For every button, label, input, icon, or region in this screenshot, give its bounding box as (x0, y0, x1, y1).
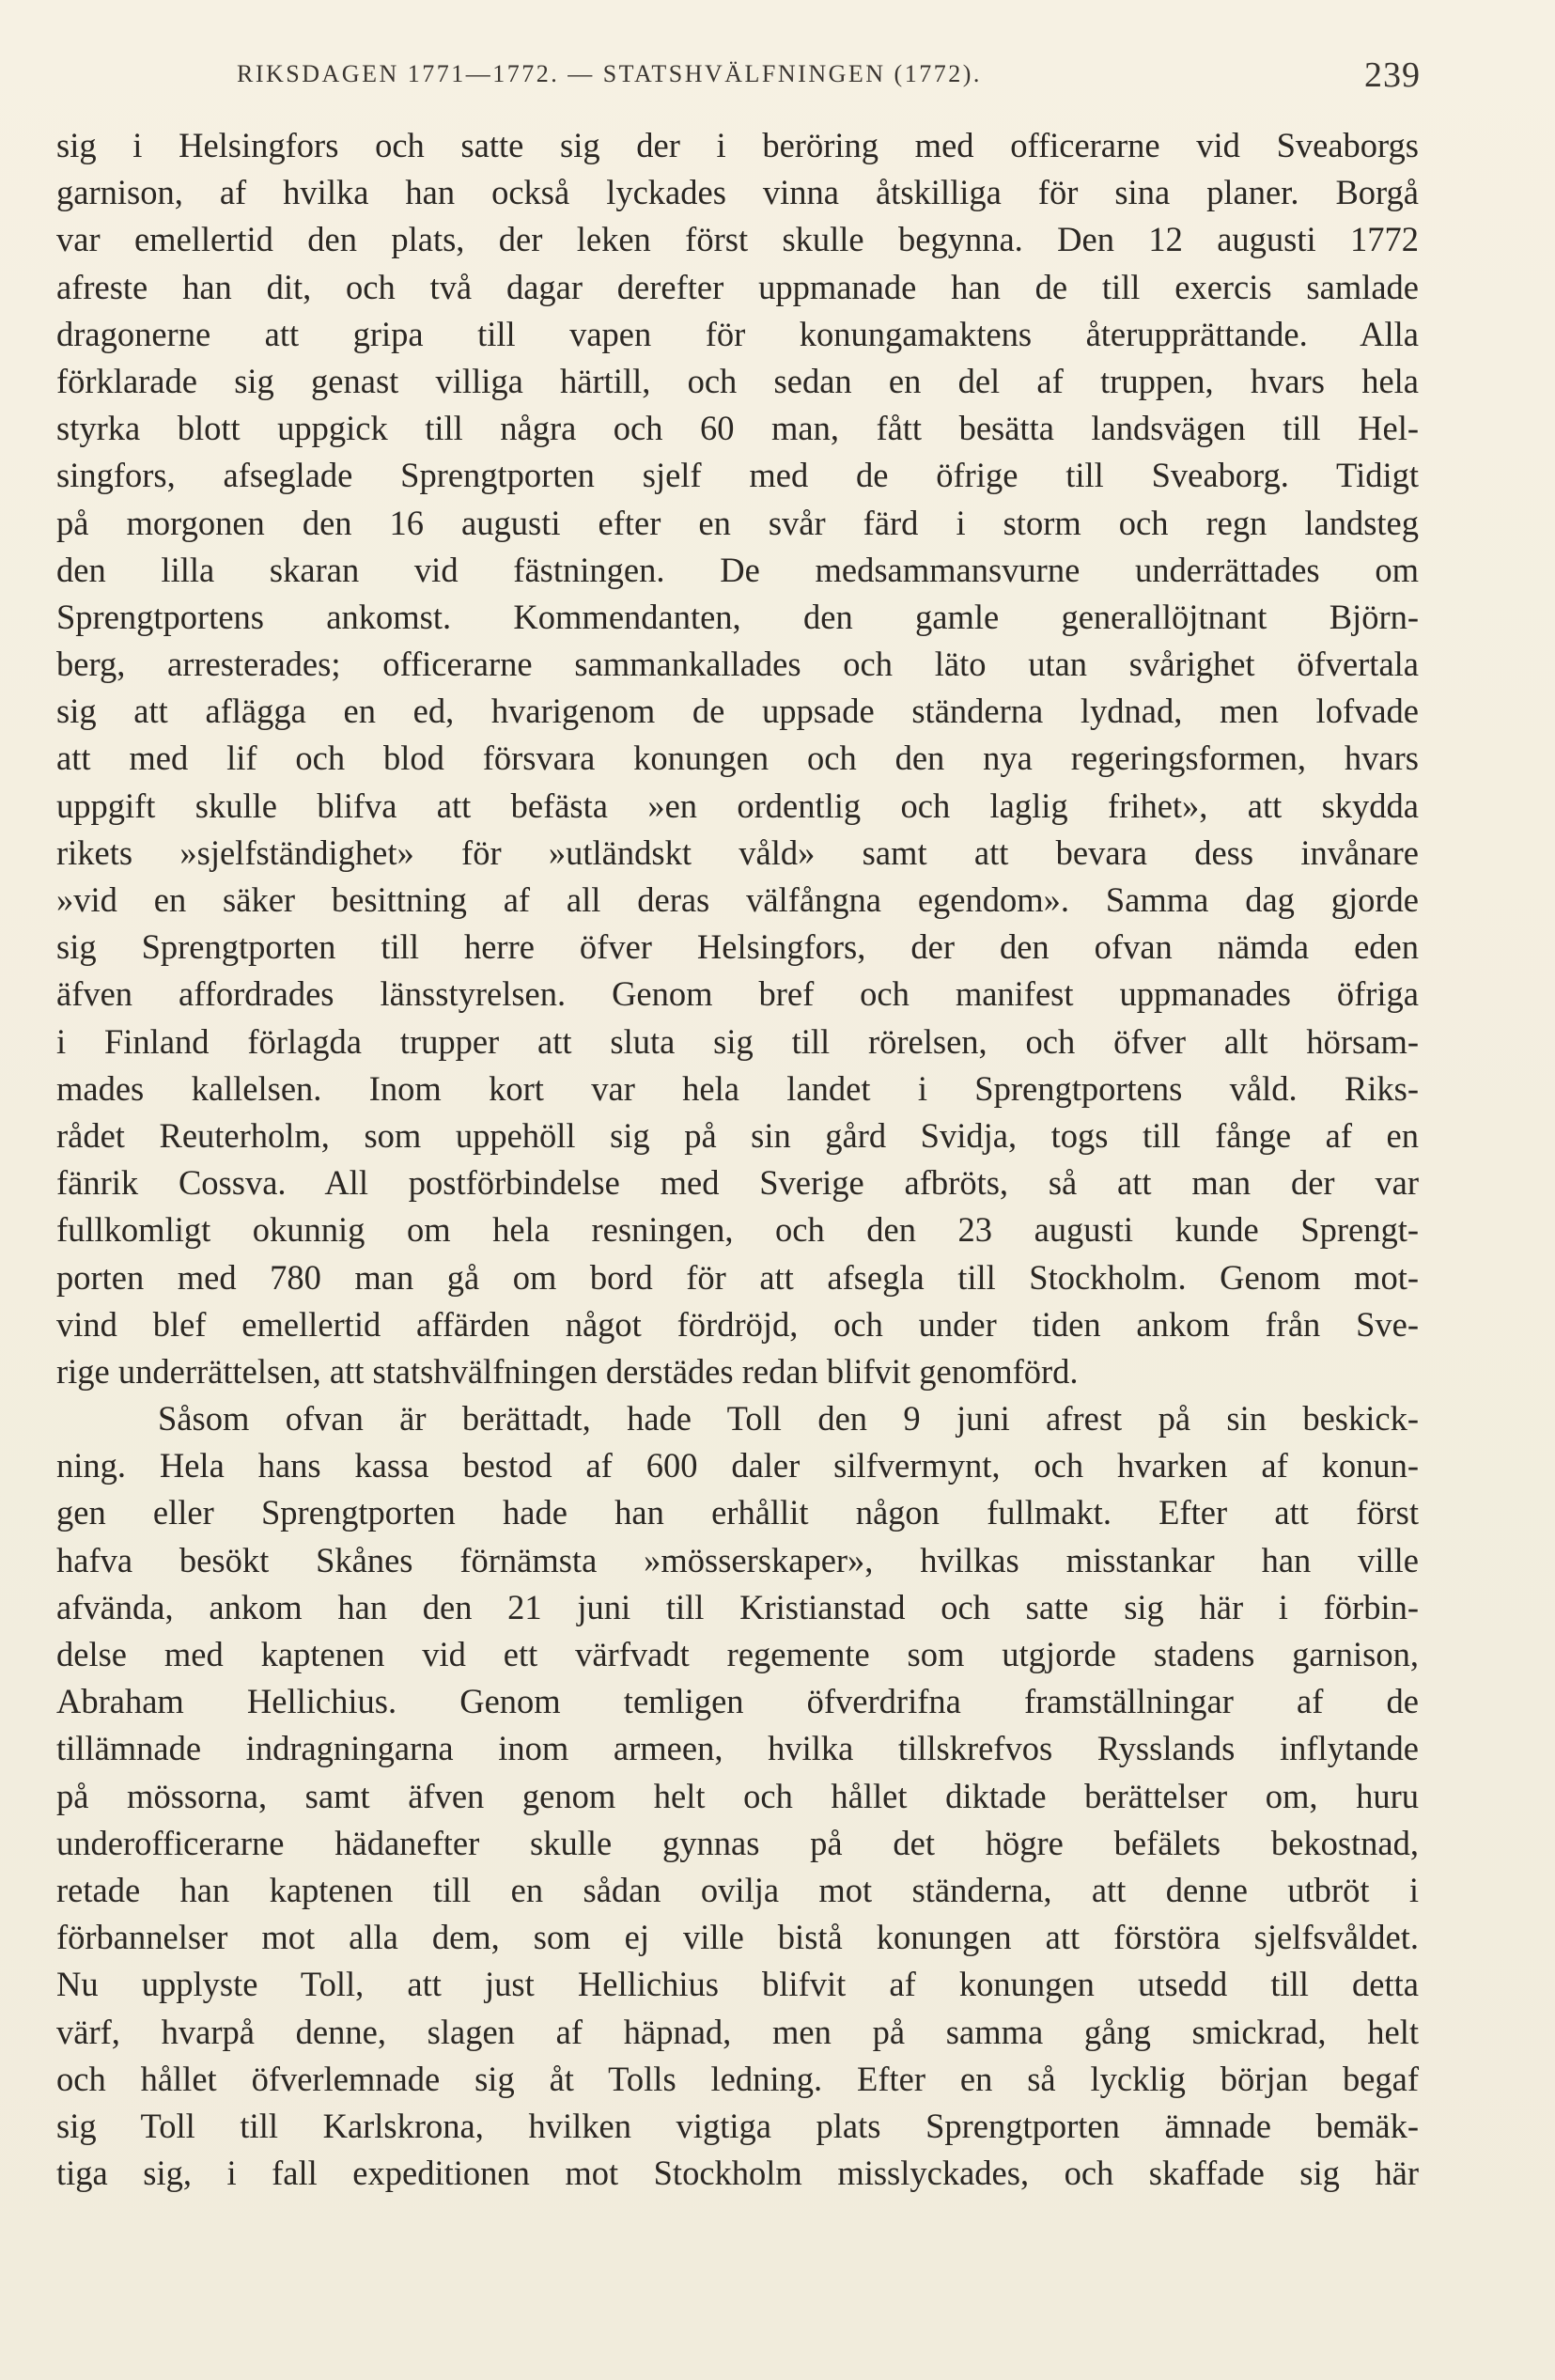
text-line: porten med 780 man gå om bord för att afsegla till Stockholm. Genom mot- (56, 1257, 1419, 1297)
text-line: den lilla skaran vid fästningen. De medsammansvurne underrättades om (56, 550, 1419, 589)
text-line: sig Toll till Karlskrona, hvilken vigtiga plats Sprengtporten ämnade bemäk- (56, 2106, 1419, 2145)
text-line: rikets »sjelfständighet» för »utländskt våld» samt att bevara dess invånare (56, 832, 1419, 872)
text-line: värf, hvarpå denne, slagen af häpnad, men på samma gång smickrad, helt (56, 2012, 1419, 2051)
text-line: på morgonen den 16 augusti efter en svår färd i storm och regn landsteg (56, 503, 1419, 542)
text-line: uppgift skulle blifva att befästa »en ordentlig och laglig frihet», att skydda (56, 786, 1419, 825)
text-line: fänrik Cossva. All postförbindelse med Sverige afbröts, så att man der var (56, 1163, 1419, 1203)
text-line: sig Sprengtporten till herre öfver Helsingfors, der den ofvan nämda eden (56, 927, 1419, 967)
text-line: i Finland förlagda trupper att sluta sig till rörelsen, och öfver allt hörsam- (56, 1021, 1419, 1061)
text-line: Nu upplyste Toll, att just Hellichius blifvit af konungen utsedd till detta (56, 1965, 1419, 2004)
body-text (56, 122, 1419, 2197)
text-line: rige underrättelsen, att statshvälfningen derstädes redan blifvit genomförd. (56, 1351, 1079, 1391)
text-line: på mössorna, samt äfven genom helt och hållet diktade berättelser om, huru (56, 1776, 1419, 1815)
text-line: att med lif och blod försvara konungen och den nya regeringsformen, hvars (56, 739, 1419, 778)
text-line: garnison, af hvilka han också lyckades vinna åtskilliga för sina planer. Borgå (56, 173, 1419, 212)
text-line: och hållet öfverlemnade sig åt Tolls ledning. Efter en så lycklig början begaf (56, 2059, 1419, 2098)
text-line: retade han kaptenen till en sådan ovilja mot ständerna, att denne utbröt i (56, 1870, 1419, 1909)
text-line: vind blef emellertid affärden något fördröjd, och under tiden ankom från Sve- (56, 1304, 1419, 1344)
text-line: mades kallelsen. Inom kort var hela landet i Sprengtportens våld. Riks- (56, 1068, 1419, 1108)
text-line: Abraham Hellichius. Genom temligen öfverdrifna framställningar af de (56, 1682, 1419, 1721)
text-line: »vid en säker besittning af all deras välfångna egendom». Samma dag gjorde (56, 880, 1419, 919)
text-line: rådet Reuterholm, som uppehöll sig på sin gård Svidja, togs till fånge af en (56, 1115, 1419, 1155)
paragraph-first-line: Såsom ofvan är berättadt, hade Toll den 9 juni afrest på sin beskick- (158, 1399, 1419, 1439)
text-line: fullkomligt okunnig om hela resningen, och den 23 augusti kunde Sprengt- (56, 1210, 1419, 1250)
text-line: styrka blott uppgick till några och 60 man, fått besätta landsvägen till Hel- (56, 409, 1419, 448)
page-number: 239 (1364, 55, 1421, 95)
text-line: sig att aflägga en ed, hvarigenom de uppsade ständerna lydnad, men lofvade (56, 692, 1419, 731)
running-head (237, 54, 1421, 98)
text-line: ning. Hela hans kassa bestod af 600 daler silfvermynt, och hvarken af konun- (56, 1446, 1419, 1486)
text-line: förbannelser mot alla dem, som ej ville bistå konungen att förstöra sjelfsvåldet. (56, 1918, 1419, 1957)
text-line: delse med kaptenen vid ett värfvadt regemente som utgjorde stadens garnison, (56, 1635, 1419, 1673)
text-line: förklarade sig genast villiga härtill, och sedan en del af truppen, hvars hela (56, 361, 1419, 400)
text-line: gen eller Sprengtporten hade han erhållit någon fullmakt. Efter att först (56, 1493, 1419, 1532)
text-line: underofficerarne hädanefter skulle gynnas på det högre befälets bekostnad, (56, 1823, 1419, 1862)
text-line: Sprengtportens ankomst. Kommendanten, den gamle generallöjtnant Björn- (56, 597, 1419, 636)
text-line: dragonerne att gripa till vapen för konungamaktens återupprättande. Alla (56, 314, 1419, 353)
text-line: äfven affordrades länsstyrelsen. Genom bref och manifest uppmanades öfriga (56, 974, 1419, 1014)
running-title: RIKSDAGEN 1771—1772. — STATSHVÄLFNINGEN (1772). (237, 60, 982, 87)
text-line: tillämnade indragningarna inom armeen, hvilka tillskrefvos Rysslands inflytande (56, 1729, 1419, 1768)
text-line: sig i Helsingfors och satte sig der i beröring med officerarne vid Sveaborgs (56, 126, 1419, 164)
text-line: afreste han dit, och två dagar derefter uppmanade han de till exercis samlade (56, 267, 1419, 306)
text-line: berg, arresterades; officerarne sammankallades och läto utan svårighet öfvertala (56, 645, 1419, 684)
text-line: var emellertid den plats, der leken först skulle begynna. Den 12 augusti 1772 (56, 220, 1419, 259)
text-line: tiga sig, i fall expeditionen mot Stockholm misslyckades, och skaffade sig här (56, 2154, 1419, 2193)
text-line: afvända, ankom han den 21 juni till Kristianstad och satte sig här i förbin- (56, 1587, 1419, 1626)
text-line: hafva besökt Skånes förnämsta »mösserskaper», hvilkas misstankar han ville (56, 1540, 1419, 1579)
text-line: singfors, afseglade Sprengtporten sjelf med de öfrige till Sveaborg. Tidigt (56, 456, 1419, 495)
